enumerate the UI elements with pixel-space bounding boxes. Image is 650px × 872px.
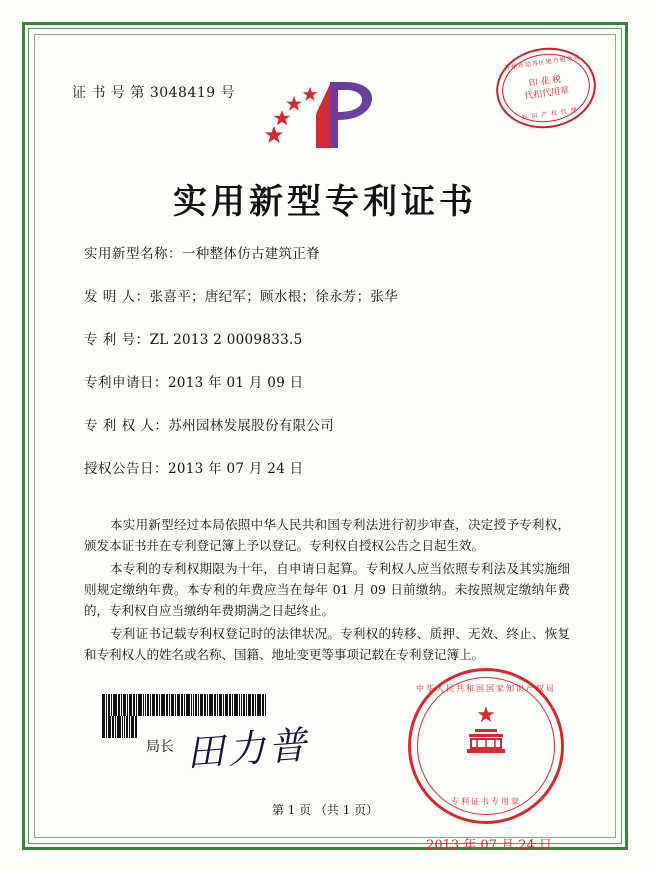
serial-number: 3048419 bbox=[149, 85, 216, 101]
tax-stamp-seal bbox=[491, 41, 601, 134]
page-footer: 第 1 页 （共 1 页） bbox=[271, 803, 379, 817]
tax-stamp-line-1: 印 花 税 bbox=[528, 74, 563, 90]
field-value-application-date: 2013 年 01 月 09 日 bbox=[168, 375, 304, 391]
page-body bbox=[46, 46, 604, 853]
field-value-patent-number: ZL 2013 2 0009833.5 bbox=[149, 332, 303, 348]
legal-paragraph-1: 本实用新型经过本局依照中华人民共和国专利法进行初步审查，决定授予专利权，颁发本证书并在专利登记簿上予以登记。专利权自授权公告之日起生效。 bbox=[84, 517, 570, 553]
certificate-serial bbox=[72, 82, 235, 102]
legal-paragraph-3: 专利证书记载专利权登记时的法律状况。专利权的转移、质押、无效、终止、恢复和专利权人的姓名或名称、国籍、地址变更等事项记载在专利登记簿上。 bbox=[84, 626, 570, 662]
serial-label: 证 书 号 第 bbox=[72, 85, 145, 101]
field-row-patentee bbox=[84, 414, 580, 434]
field-label-patent-number: 专 利 号： bbox=[84, 332, 150, 348]
tax-stamp-line-2: 代扣代用章 bbox=[523, 85, 570, 103]
barcode bbox=[102, 694, 270, 716]
page-title: 实用新型专利证书 bbox=[173, 182, 477, 222]
legal-paragraph-2: 本专利的专利权期限为十年，自申请日起算。专利权人应当依照专利法及其实施细则规定缴纳年费。本专利的年费应当在每年 01 月 09 日前缴纳。未按照规定缴纳年费的，专利权自应当缴纳年费期满之日起终止。 bbox=[84, 561, 570, 618]
field-value-inventors: 张喜平；唐纪军；顾水根；徐永芳；张华 bbox=[149, 289, 398, 305]
field-label-inventors: 发 明 人： bbox=[84, 289, 150, 305]
legal-text bbox=[84, 514, 570, 667]
director-title: 局长 bbox=[146, 739, 174, 755]
field-label-patentee: 专 利 权 人： bbox=[84, 418, 169, 434]
national-emblem-icon bbox=[463, 727, 509, 761]
tax-stamp-arc-bottom: 知 识 产 权 代 理 bbox=[521, 106, 579, 122]
director-signature: 田力普 bbox=[184, 722, 311, 776]
field-row-application-date bbox=[84, 371, 580, 391]
serial-suffix: 号 bbox=[220, 85, 236, 101]
field-row-patent-number bbox=[84, 328, 580, 348]
field-value-grant-date: 2013 年 07 月 24 日 bbox=[168, 461, 304, 477]
field-value-name: 一种整体仿古建筑正脊 bbox=[182, 246, 320, 262]
field-row-grant-date bbox=[84, 457, 580, 477]
field-row-name bbox=[84, 242, 580, 262]
seal-date: 2013 年 07 月 24 日 bbox=[426, 838, 552, 853]
corner-ornament-top-right bbox=[600, 22, 628, 50]
field-label-application-date: 专利申请日： bbox=[84, 375, 168, 391]
official-seal-top-text: 中华人民共和国国家知识产权局 bbox=[416, 684, 556, 693]
field-row-inventors bbox=[84, 285, 580, 305]
field-label-name: 实用新型名称： bbox=[84, 246, 182, 262]
national-emblem-svg bbox=[463, 727, 509, 761]
field-value-patentee: 苏州园林发展股份有限公司 bbox=[168, 418, 334, 434]
fields-list bbox=[84, 242, 580, 500]
star-icon: ★ bbox=[476, 703, 496, 728]
corner-ornament-bottom-left bbox=[22, 822, 50, 850]
sipo-logo bbox=[260, 74, 390, 160]
corner-ornament-bottom-right bbox=[600, 822, 628, 850]
official-seal-bottom-text: 专利证书专用章 bbox=[451, 797, 521, 806]
sipo-logo-svg bbox=[260, 74, 390, 160]
tax-stamp-arc-top: 苏州市姑苏区地方税务局 bbox=[503, 53, 582, 72]
field-label-grant-date: 授权公告日： bbox=[84, 461, 168, 477]
